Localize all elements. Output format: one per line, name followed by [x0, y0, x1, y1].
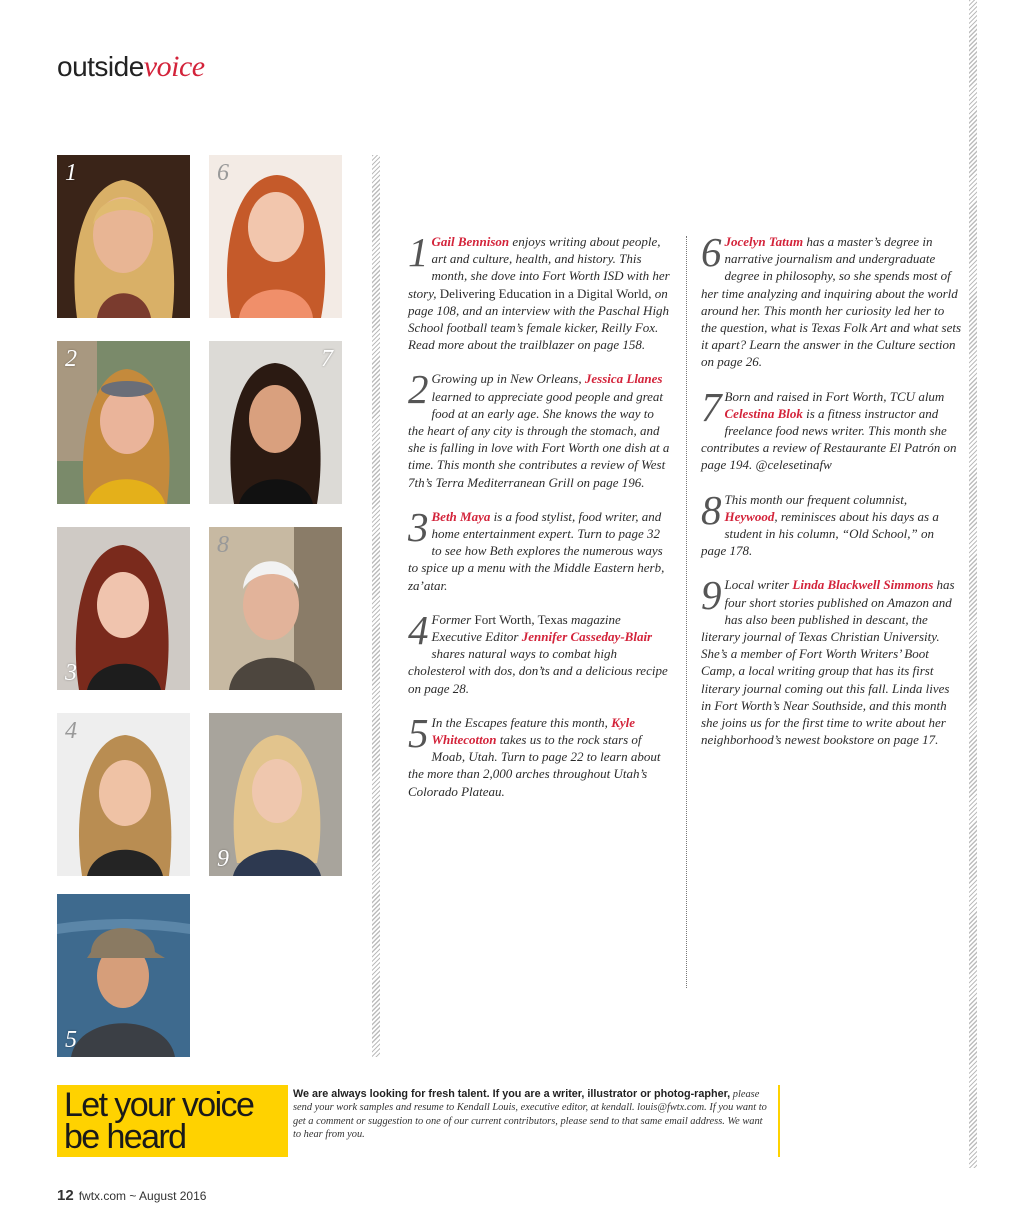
contributor-entry-8	[701, 486, 962, 560]
contributor-entry-9	[701, 572, 962, 748]
entry-text: This month our frequent columnist,	[724, 491, 908, 507]
drop-number: 3	[408, 503, 429, 550]
contributor-photo-4	[57, 713, 190, 876]
contributor-name: Jessica Llanes	[584, 371, 663, 387]
drop-number: 7	[701, 383, 722, 430]
drop-number: 6	[701, 229, 722, 275]
entry-text: enjoys writing about people, art and culture, health, and history. This month, she dove into Fort Worth ISD with her story,	[408, 234, 670, 301]
cta-copy	[286, 1085, 778, 1157]
drop-number: 8	[701, 486, 722, 533]
photo-number: 9	[217, 846, 229, 872]
column-divider	[686, 236, 687, 988]
contributor-photo-1	[57, 155, 190, 318]
photo-number: 7	[321, 346, 333, 372]
story-title: Delivering Education in a Digital World,	[439, 285, 652, 301]
entry-text: Growing up in New Orleans,	[431, 371, 585, 387]
entry-text: , reminisces about his days as a student in his column, “Old School,” on page 178.	[701, 508, 939, 559]
contributor-entry-4	[408, 606, 670, 697]
drop-number: 5	[408, 709, 429, 756]
entry-text: is a fitness instructor and freelance food news writer. This month she contributes a review of Restaurante El Patrón on page 194. @celesetinafw	[701, 405, 957, 473]
call-to-action-box	[57, 1085, 780, 1157]
entry-text: magazine Executive Editor	[431, 611, 621, 645]
entry-text: on page 108, and an interview with the Paschal High School football team’s female kicker, Reilly Fox. Read more about the trailblazer on page 158.	[408, 285, 670, 353]
contributor-name: Heywood	[724, 508, 775, 524]
photo-number: 4	[65, 718, 77, 744]
contributor-entry-7	[701, 383, 962, 474]
entry-text: takes us to the rock stars of Moab, Utah. Turn to page 22 to learn about the more than 2,000 arches throughout Utah’s Colorado Plateau.	[408, 732, 661, 799]
contributor-photo-7	[209, 341, 342, 504]
entry-text: learned to appreciate good people and great food at an early age. She knows the way to the heart of any city is through the stomach, and she is falling in love with Fort Worth one dish at a time. This month she contributes a review of West 7th’s Terra Mediterranean Grill on page 196.	[408, 388, 670, 490]
entry-text: Local writer	[724, 577, 793, 593]
drop-number: 1	[408, 229, 429, 275]
contributor-entry-1	[408, 229, 670, 353]
entry-text: In the Escapes feature this month,	[431, 714, 612, 730]
entry-text: is a food stylist, food writer, and home entertainment expert. Turn to page 32 to see how Beth explores the numerous ways to spice up a menu with the Middle Eastern herb, za’atar.	[408, 508, 665, 593]
cta-body-text: please send your work samples and resume to Kendall Louis, executive editor, at kendall. louis@fwtx.com. If you want to get a comment or suggestion to one of our current contributors, please send to that same email address. We want to hear from you.	[293, 1089, 767, 1141]
entry-text: has four short stories published on Amazon and has also been published in descant, the literary journal of Texas Christian University. She’s a member of Fort Worth Writers’ Boot Camp, a local writing group that has its first literary journal coming out this fall. Linda lives in Fort Worth’s Near Southside, and this month she joins us for the first time to write about her neighborhood’s newest bookstore on page 17.	[701, 577, 955, 748]
hatch-divider-left	[372, 155, 380, 1057]
page-footer	[57, 1187, 206, 1204]
cta-headline-line1: Let your voice	[64, 1086, 254, 1124]
photo-number: 5	[65, 1027, 77, 1053]
contributor-entry-3	[408, 503, 670, 594]
contributor-name: Beth Maya	[431, 508, 491, 524]
magazine-title: Fort Worth, Texas	[474, 611, 568, 627]
contributor-name: Celestina Blok	[724, 405, 803, 421]
contributor-photo-3	[57, 527, 190, 690]
contributor-photo-6	[209, 155, 342, 318]
drop-number: 4	[408, 606, 429, 653]
section-title-outside: outside	[57, 51, 144, 82]
photo-number: 3	[65, 660, 77, 686]
photo-number: 8	[217, 532, 229, 558]
contributor-name: Jennifer Casseday-Blair	[521, 629, 653, 645]
contributor-name: Jocelyn Tatum	[724, 234, 804, 249]
contributor-entry-5	[408, 709, 670, 800]
page-number: 12	[57, 1187, 74, 1204]
contributor-photo-9	[209, 713, 342, 876]
contributor-entry-2	[408, 366, 670, 490]
drop-number: 2	[408, 366, 429, 413]
entry-text: Former	[431, 611, 475, 627]
contributor-photo-8	[209, 527, 342, 690]
entry-text: Born and raised in Fort Worth, TCU alum	[724, 388, 945, 404]
entry-text: has a master’s degree in narrative journalism and undergraduate degree in philosophy, so she spends most of her time analyzing and inquiring about the world around her. This month her curiosity led her to the question, what is Texas Folk Art and what sets it apart? Learn the answer in the Culture section on page 26.	[701, 234, 962, 370]
hatch-border-right	[969, 0, 977, 1168]
cta-headline	[64, 1086, 284, 1156]
cta-headline-line2: be heard	[64, 1118, 186, 1156]
contributor-name: Kyle Whitecotton	[431, 714, 636, 748]
footer-text: fwtx.com ~ August 2016	[78, 1189, 207, 1203]
section-title-voice: voice	[143, 50, 205, 83]
photo-number: 6	[217, 160, 229, 186]
contributor-name: Gail Bennison	[431, 234, 510, 249]
contributor-photo-2	[57, 341, 190, 504]
contributor-entry-6	[701, 229, 962, 371]
photo-number: 1	[65, 160, 77, 186]
drop-number: 9	[701, 572, 722, 619]
entry-text: shares natural ways to combat high cholesterol with dos, don’ts and a delicious recipe on page 28.	[408, 646, 668, 696]
contributors-column-right	[701, 229, 962, 765]
section-title	[57, 50, 205, 85]
contributors-column-left	[408, 229, 670, 817]
contributor-name: Linda Blackwell Simmons	[792, 577, 934, 593]
cta-bold-text: We are always looking for fresh talent. If you are a writer, illustrator or photog-rapher,	[293, 1088, 731, 1100]
contributor-photo-5	[57, 894, 190, 1057]
photo-number: 2	[65, 346, 77, 372]
